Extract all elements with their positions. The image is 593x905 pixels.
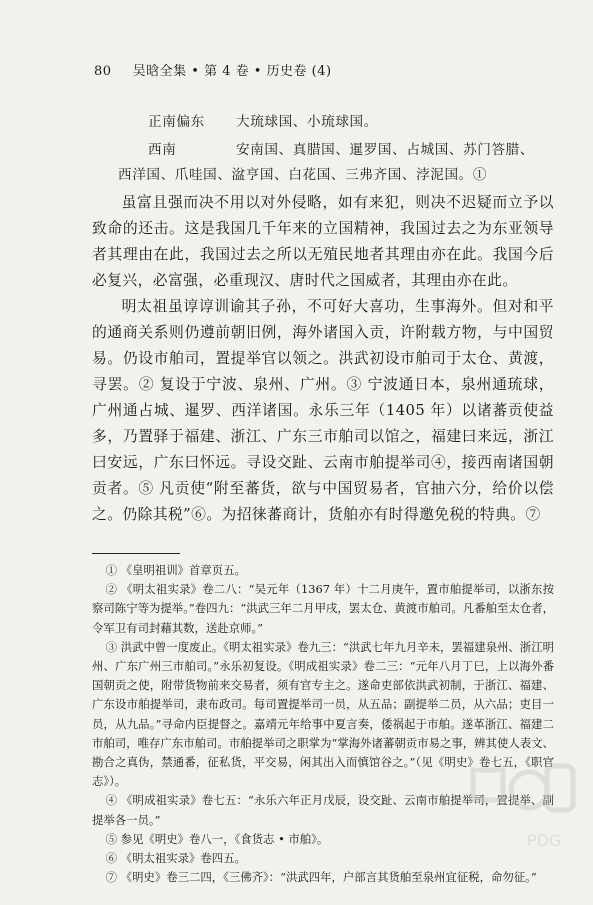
country-list-southeast: 大琉球国、小琉球国。 [236,114,378,130]
direction-label-southwest: 西南 [148,142,177,158]
watermark-glyph-2 [511,772,547,808]
direction-label-southeast: 正南偏东 [148,114,205,130]
watermark-glyph-3 [547,766,573,810]
page-number: 80 [94,64,112,79]
footnote-1: ① 《皇明祖训》首章页五。 [105,563,246,577]
footnote-5: ⑤ 参见《明史》卷八一，《食货志 • 市舶》。 [105,831,329,846]
footnote-4: ④ 《明成祖实录》卷七五：“永乐六年正月戊辰，设交趾、云南市舶提举司，置提举、副提举各一员。” [92,793,554,827]
watermark-text: PDG [527,831,562,850]
paragraph-1: 虽富且强而决不用以对外侵略，如有来犯，则决不迟疑而立予以致命的还击。这是我国几千年来的立国精神，我国过去之为东亚领导者其理由在此，我国过去之所以无殖民地者其理由亦在此。我国今后必复兴，必富强，必重现汉、唐时代之国威者，其理由亦在此。 [92,194,554,289]
footnote-divider [92,553,180,554]
country-list-southwest-2: 西洋国、爪哇国、湓亨国、白花国、三弗齐国、浡泥国。① [118,167,488,183]
footnote-6: ⑥ 《明太祖实录》卷四五。 [105,851,246,866]
country-list-southwest-1: 安南国、真腊国、暹罗国、占城国、苏门答腊、 [236,142,535,158]
paragraph-2: 明太祖虽谆谆训谕其子孙，不可好大喜功，生事海外。但对和平的通商关系则仍遵前朝旧例，海外诸国入贡，许附载方物，与中国贸易。仍设市舶司，置提举官以领之。洪武初设市舶司于太仓、黄渡，寻罢。② 复设于宁波、泉州、广州。③ 宁波通日本，泉州通琉球，广州通占城、暹罗、西洋诸国。永乐三年（1405 年）以诸蕃贡使益多，乃置驿于福建、浙江、广东三市舶司以馆之，福建曰来远，浙江曰安远，广东曰怀远。寻设交趾、云南市舶提举司④，接西南诸国朝贡者。⑤ 凡贡使“附至蕃货，欲与中国贸易者，官抽六分，给价以偿之。仍除其税”⑥。为招徕蕃商计，货舶亦有时得邀免税的特典。⑦ [92,298,554,523]
watermark-glyph-1 [473,770,503,800]
footnote-3: ③ 洪武中曾一度废止。《明太祖实录》卷九三：“洪武七年九月辛未，罢福建泉州、浙江明州、广东广州三市舶司。”永乐初复设。《明成祖实录》卷二三：“元年八月丁巳，上以海外番国朝贡之使，附带货物前来交易者，须有官专主之。遂命吏部依洪武初制，于浙江、福建、广东设市舶提举司，隶布政司。每司置提举司一员，从五品；副提举二员，从六品；吏目一员，从九品。”寻命内臣提督之。嘉靖元年给事中夏言奏，倭祸起于市舶。遂革浙江、福建二市舶司，唯存广东市舶司。市舶提举司之职掌为“掌海外诸蕃朝贡市易之事，辨其使人表文、勘合之真伪，禁通番，征私货，平交易，闲其出入而慎馆谷之。”（见《明史》卷七五，《职官志》）。 [92,639,554,789]
footnote-7: ⑦ 《明史》卷三二四，《三佛齐》：“洪武四年，户部言其货舶至泉州宜征税，命勿征。” [105,870,537,885]
page-header [94,60,554,79]
watermark-stamp [467,760,579,856]
running-title: 吴晗全集 • 第 4 卷 • 历史卷 (4) [132,64,332,79]
footnote-2: ② 《明太祖实录》卷二八：“吴元年（1367 年）十二月庚午，置市舶提举司，以浙东按察司陈宁等为提举。”卷四九：“洪武三年二月甲戌，罢太仓、黄渡市舶司。凡番舶至太仓者，令军卫有司封藉其数，送赴京师。” [92,582,554,635]
body-text [92,190,554,528]
